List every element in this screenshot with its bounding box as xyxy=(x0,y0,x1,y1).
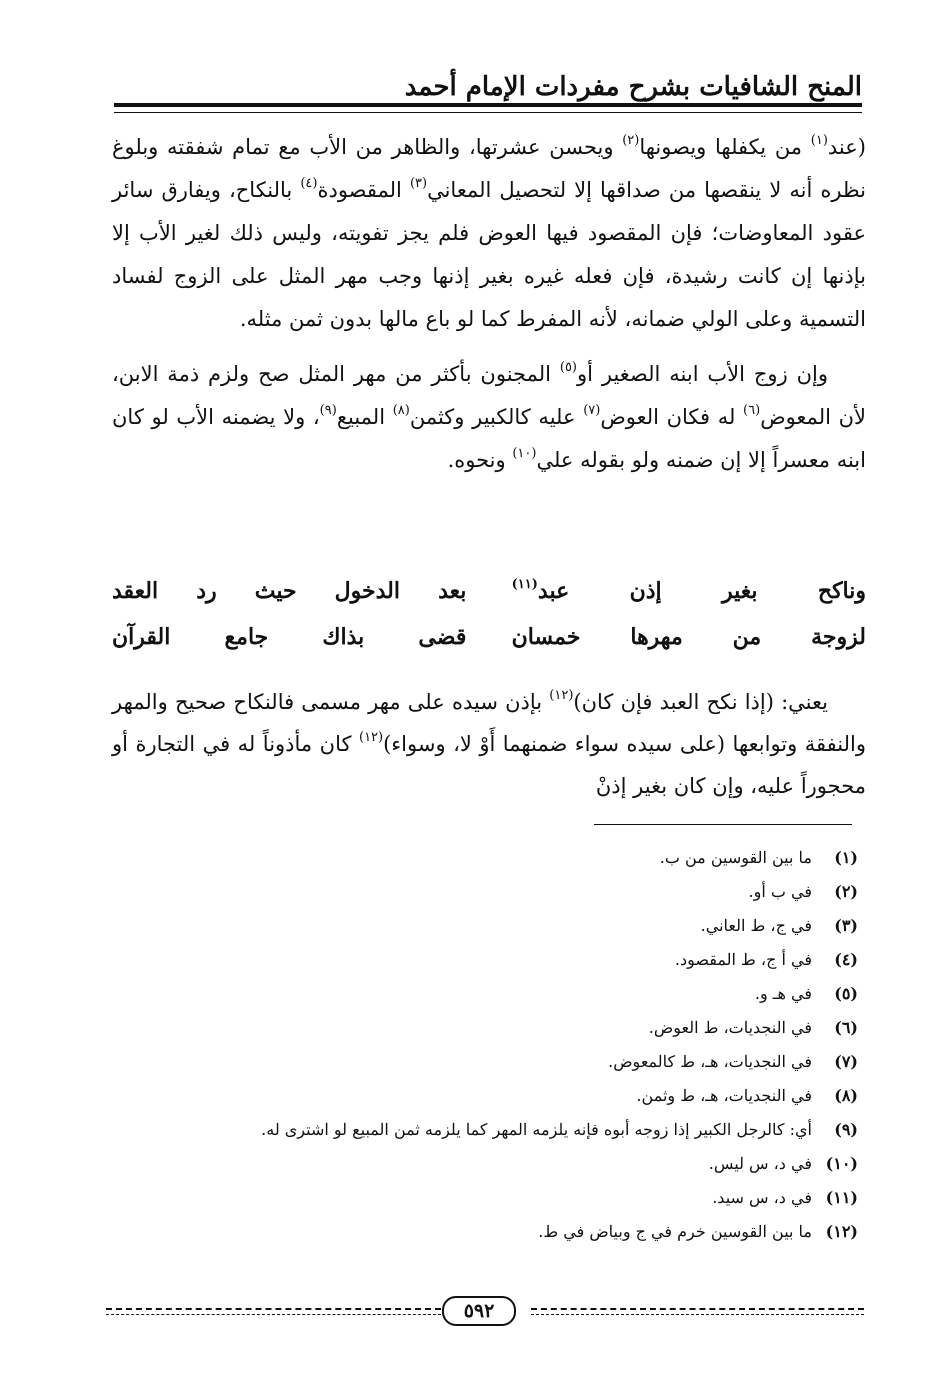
page-footer xyxy=(106,1296,864,1322)
text-run: عليه كالكبير وكثمن xyxy=(409,405,584,429)
text-run: (عند xyxy=(827,135,866,159)
footnote-text: في النجديات، هـ، ط كالمعوض. xyxy=(608,1052,812,1071)
footnote-text: في هـ و. xyxy=(754,984,812,1003)
footnote-number: (١٢) xyxy=(825,1222,858,1241)
text-run: ويحسن عشرتها، والظاهر من الأب مع تمام شفقته وبلوغ نظره أنه لا ينقصها من صداقها إلا لتحصيل المعاني xyxy=(112,135,866,202)
verse-line-2 xyxy=(112,614,866,660)
footnote-item xyxy=(106,1011,858,1045)
footnote-number: (١) xyxy=(834,848,858,867)
verse-1-first-hemistich xyxy=(512,568,866,614)
paragraph-3 xyxy=(112,681,866,807)
footnote-marker[interactable]: (٧) xyxy=(583,403,601,418)
footnote-item xyxy=(106,1215,858,1249)
footnote-text: أي: كالرجل الكبير إذا زوجه أبوه فإنه يلزمه المهر كما يلزمه ثمن المبيع لو اشترى له. xyxy=(261,1120,812,1139)
footnote-marker[interactable]: (٢) xyxy=(622,133,640,148)
verse-1-second-hemistich: بعد الدخول حيث رد العقد xyxy=(112,578,467,604)
footnote-text: ما بين القوسين من ب. xyxy=(659,848,812,867)
footer-dashes-left xyxy=(106,1308,441,1310)
footnote-item xyxy=(106,909,858,943)
text-run: له فكان العوض xyxy=(600,405,744,429)
footnote-number: (٢) xyxy=(834,882,858,901)
footnote-item xyxy=(106,943,858,977)
footnote-number: (١١) xyxy=(825,1188,858,1207)
footnote-text: في ج، ط العاني. xyxy=(700,916,812,935)
text-run: من يكفلها ويصونها xyxy=(639,135,811,159)
footnote-text: في النجديات، هـ، ط وثمن. xyxy=(636,1086,812,1105)
footnote-marker[interactable]: (١٠) xyxy=(512,446,537,461)
footnote-number: (٦) xyxy=(834,1018,858,1037)
footnote-item xyxy=(106,841,858,875)
footnote-number: (٤) xyxy=(834,950,858,969)
footnote-text: في د، س ليس. xyxy=(708,1154,812,1173)
footnote-text: في د، س سيد. xyxy=(712,1188,812,1207)
footnote-item xyxy=(106,1045,858,1079)
footnote-marker[interactable]: (٥) xyxy=(559,360,577,375)
text-run: المجنون بأكثر من مهر المثل صح ولزم ذمة الابن، لأن المعوض xyxy=(112,362,866,429)
footnote-marker[interactable]: (٩) xyxy=(319,403,337,418)
text-run: بالنكاح، ويفارق سائر عقود المعاوضات؛ فإن المقصود فيها العوض فلم يجز تفويته، وليس ذلك لغير الأب إلا بإذنها إن كانت رشيدة، فإن فعله غيره بغير إذنها وجب مهر المثل على الزوج لفساد التسمية وعلى الولي ضمانه، لأنه المفرط كما لو باع مالها بدون ثمن مثله. xyxy=(112,178,866,331)
text-run: ونحوه. xyxy=(447,448,513,472)
text-run: المبيع xyxy=(336,405,393,429)
paragraph-2 xyxy=(112,353,866,482)
footnote-marker[interactable]: (١٢) xyxy=(358,730,384,745)
footnote-marker[interactable]: (٤) xyxy=(300,176,318,191)
footer-dashes-right-2 xyxy=(531,1314,864,1315)
footnote-marker[interactable]: (١١) xyxy=(511,577,538,592)
footnote-number: (٨) xyxy=(834,1086,858,1105)
footnote-item xyxy=(106,1079,858,1113)
footnote-number: (٣) xyxy=(834,916,858,935)
text-run: وإن زوج الأب ابنه الصغير أو xyxy=(577,362,829,386)
running-header xyxy=(114,72,862,106)
header-rule-thick xyxy=(114,103,862,107)
text-run: المقصودة xyxy=(317,178,410,202)
footnotes-list xyxy=(106,841,858,1249)
verse-block xyxy=(112,568,866,660)
footnote-number: (١٠) xyxy=(825,1154,858,1173)
footnote-separator xyxy=(594,824,852,825)
verse-2-first-hemistich: لزوجة من مهرها خمسان xyxy=(511,624,866,650)
header-rule-thin xyxy=(114,112,862,113)
footnote-item xyxy=(106,1113,858,1147)
footnote-marker[interactable]: (٦) xyxy=(743,403,761,418)
text-run: بإذن سيده على مهر مسمى فالنكاح صحيح والمهر والنفقة وتوابعها (على سيده سواء ضمنهما أَوْ لا، وسواء) xyxy=(112,690,866,756)
footnote-number: (٩) xyxy=(834,1120,858,1139)
footer-dashes-left-2 xyxy=(106,1314,441,1315)
footnote-item xyxy=(106,1181,858,1215)
paragraph-1 xyxy=(112,126,866,341)
main-text xyxy=(112,126,866,482)
footnote-marker[interactable]: (٨) xyxy=(392,403,410,418)
footnote-number: (٥) xyxy=(834,984,858,1003)
footnote-text: ما بين القوسين خرم في ج وبياض في ط. xyxy=(538,1222,812,1241)
verse-2-second-hemistich: قضى بذاك جامع القرآن xyxy=(112,624,467,650)
book-title: المنح الشافيات بشرح مفردات الإمام أحمد xyxy=(404,72,862,102)
text-run: وناكح بغير إذن عبد xyxy=(537,578,866,604)
text-run: يعني: (إذا نكح العبد فإن كان) xyxy=(573,690,828,714)
text-run: ، ولا يضمنه الأب لو كان ابنه معسراً إلا إن ضمنه ولو بقوله علي xyxy=(112,405,866,472)
footnote-item xyxy=(106,977,858,1011)
text-run: كان مأذوناً له في التجارة أو محجوراً عليه، وإن كان بغير إذنْ xyxy=(112,732,866,798)
verse-line-1 xyxy=(112,568,866,614)
footnote-marker[interactable]: (١٢) xyxy=(549,688,574,703)
footnote-marker[interactable]: (١) xyxy=(810,133,828,148)
footnote-number: (٧) xyxy=(834,1052,858,1071)
footnote-text: في النجديات، ط العوض. xyxy=(648,1018,812,1037)
commentary-text xyxy=(112,681,866,807)
footnote-text: في ب أو. xyxy=(748,882,812,901)
footer-dashes-right xyxy=(531,1308,864,1310)
footnote-marker[interactable]: (٣) xyxy=(409,176,428,191)
footnote-text: في أ ج، ط المقصود. xyxy=(674,950,812,969)
page-number: ٥٩٢ xyxy=(442,1296,516,1326)
footnote-item xyxy=(106,875,858,909)
footnote-item xyxy=(106,1147,858,1181)
